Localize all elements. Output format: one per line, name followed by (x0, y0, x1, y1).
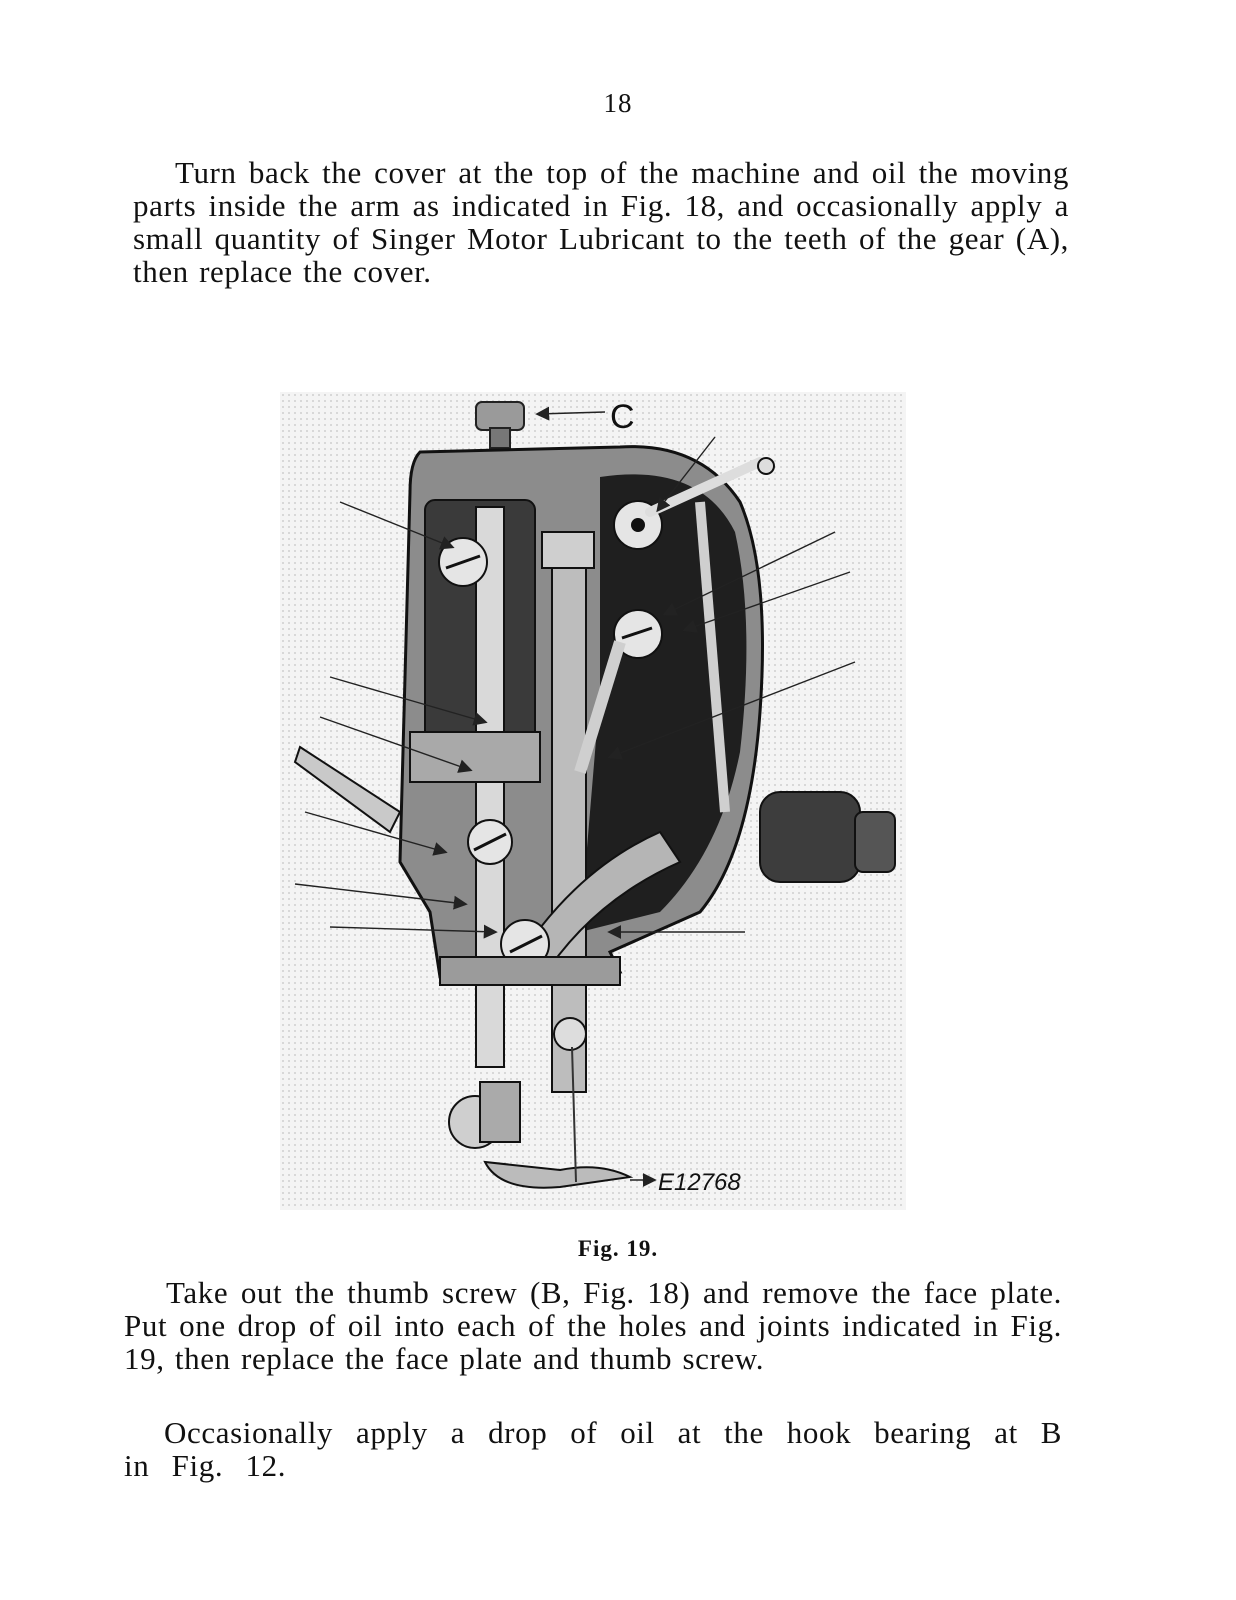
sewing-machine-head-illustration (280, 392, 906, 1210)
figure-caption: Fig. 19. (577, 1236, 659, 1261)
oiling-instructions-paragraph-2: Take out the thumb screw (B, Fig. 18) and remove the face plate. Put one drop of oil into each of the holes and joints indicated in Fig. 19, then replace the face plate and thumb screw. (124, 1275, 1062, 1376)
oiling-instructions-paragraph-1: Turn back the cover at the top of the machine and oil the moving parts inside the arm as indicated in Fig. 18, and occasionally apply a small quantity of Singer Motor Lubricant to the teeth of the gear (A), then replace the cover. (133, 155, 1069, 289)
oiling-instructions-paragraph-3: Occasionally apply a drop of oil at the hook bearing at B in Fig. 12. (124, 1415, 1062, 1483)
figure-label-c: C (610, 398, 635, 436)
figure-code: E12768 (658, 1169, 741, 1196)
page-number: 18 (603, 88, 633, 118)
figure-19-illustration (280, 392, 906, 1210)
